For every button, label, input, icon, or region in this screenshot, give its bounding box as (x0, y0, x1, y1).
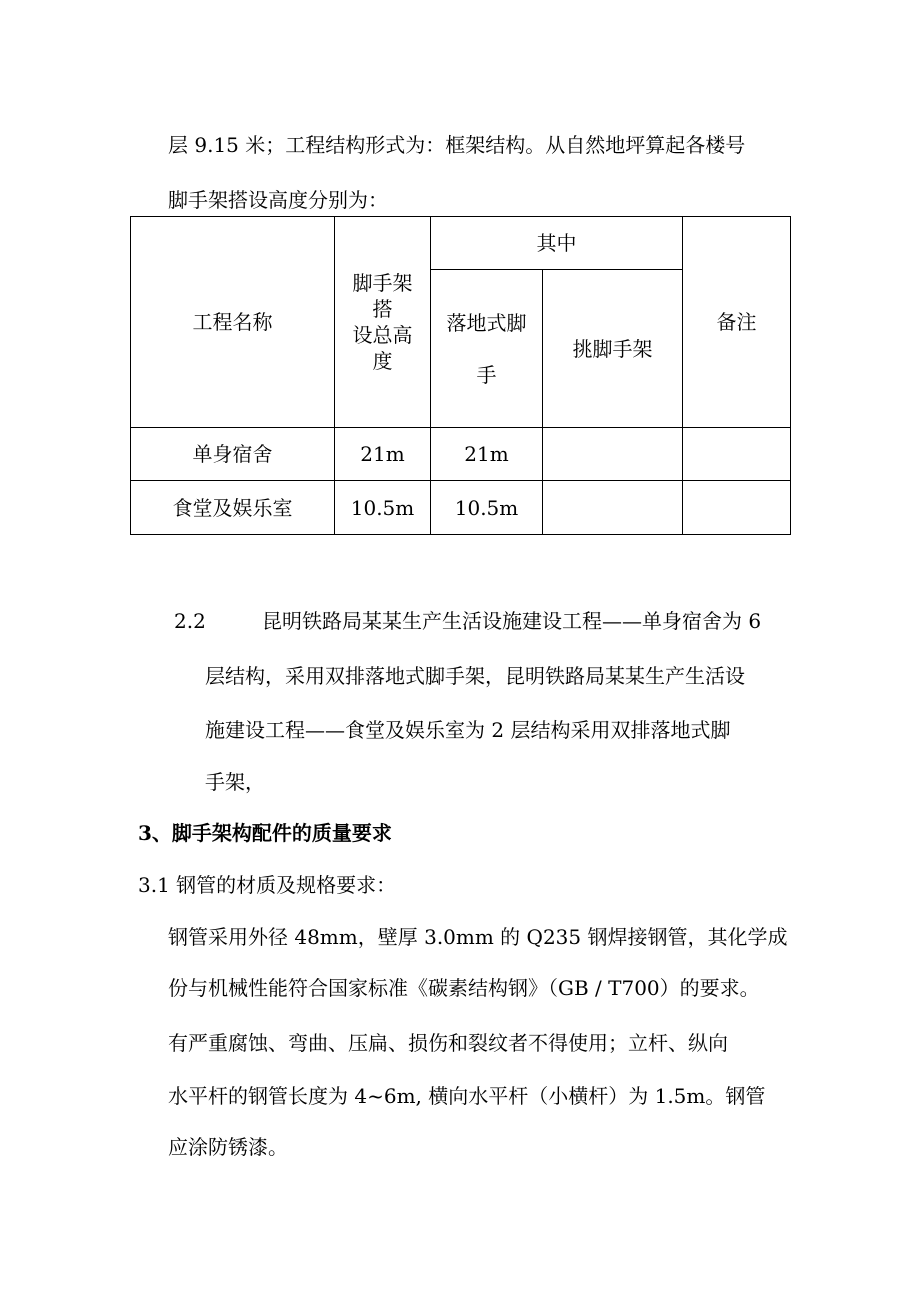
row-remark (683, 481, 791, 535)
section-3-1-line-4: 水平杆的钢管长度为 4~6m, 横向水平杆（小横杆）为 1.5m。钢管 (168, 1084, 766, 1108)
row-name: 食堂及娱乐室 (131, 481, 335, 535)
section-3-1-title: 3.1 钢管的材质及规格要求： (138, 873, 397, 897)
table-row (131, 481, 791, 535)
header-group-among: 其中 (431, 217, 683, 270)
intro-line-1: 层 9.15 米；工程结构形式为：框架结构。从自然地坪算起各楼号 (168, 133, 746, 157)
section-2-2-line-1: 昆明铁路局某某生产生活设施建设工程——单身宿舍为 6 (262, 609, 762, 633)
row-cantilever (543, 481, 683, 535)
header-floor-scaffold: 落地式脚 手 (431, 270, 543, 428)
row-floor: 10.5m (431, 481, 543, 535)
section-3-1-line-1: 钢管采用外径 48mm，壁厚 3.0mm 的 Q235 钢焊接钢管，其化学成 (168, 925, 788, 949)
table-row (131, 428, 791, 481)
header-project-name: 工程名称 (131, 217, 335, 428)
section-2-2-line-3: 施建设工程——食堂及娱乐室为 2 层结构采用双排落地式脚 (205, 718, 731, 742)
section-3-1-line-5: 应涂防锈漆。 (168, 1135, 288, 1159)
section-2-2-number: 2.2 (174, 609, 206, 633)
section-3-heading: 3、脚手架构配件的质量要求 (138, 821, 392, 845)
header-cantilever-scaffold: 挑脚手架 (543, 270, 683, 428)
section-2-2-line-4: 手架， (205, 770, 265, 794)
header-total-height: 脚手架 搭 设总高 度 (335, 217, 431, 428)
section-3-1-line-2: 份与机械性能符合国家标准《碳素结构钢》（GB / T700）的要求。 (168, 976, 760, 1000)
row-remark (683, 428, 791, 481)
row-name: 单身宿舍 (131, 428, 335, 481)
row-height: 21m (335, 428, 431, 481)
row-cantilever (543, 428, 683, 481)
row-height: 10.5m (335, 481, 431, 535)
section-3-1-line-3: 有严重腐蚀、弯曲、压扁、损伤和裂纹者不得使用；立杆、纵向 (168, 1031, 728, 1055)
row-floor: 21m (431, 428, 543, 481)
section-2-2-line-2: 层结构，采用双排落地式脚手架，昆明铁路局某某生产生活设 (205, 664, 745, 688)
intro-line-2: 脚手架搭设高度分别为： (168, 188, 388, 212)
scaffold-height-table (130, 216, 791, 535)
header-remark: 备注 (683, 217, 791, 428)
